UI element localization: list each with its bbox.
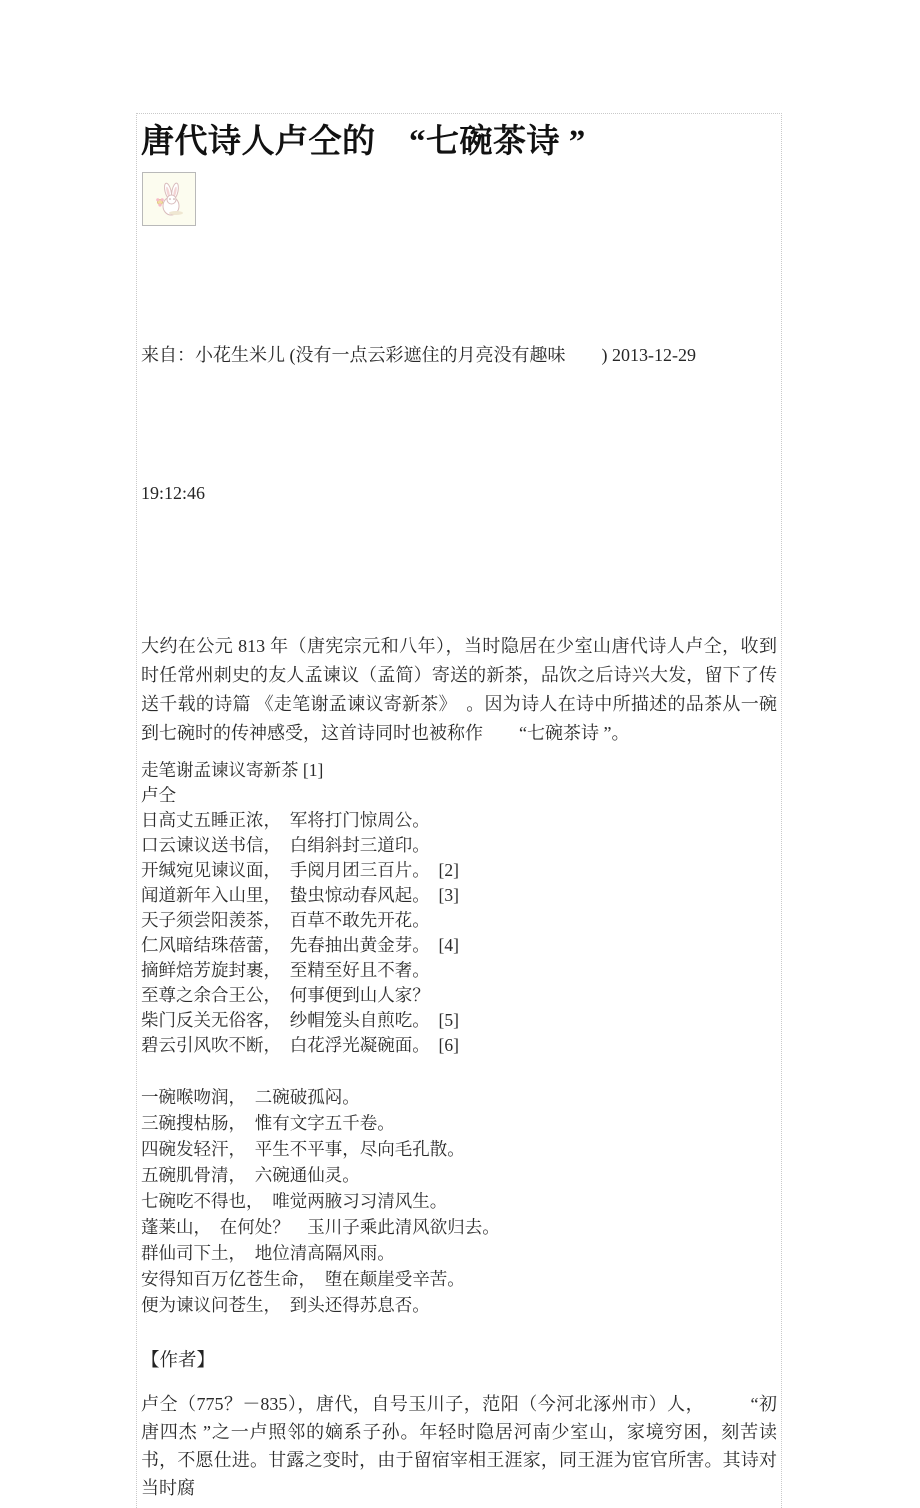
poem-line: 便为谏议问苍生， 到头还得苏息否。 bbox=[141, 1295, 430, 1315]
thumbnail-image bbox=[142, 172, 196, 226]
poem-line: 柴门反关无俗客， 纱帽笼头自煎吃。 [5] bbox=[141, 1010, 459, 1030]
poem-line: 天子须尝阳羡茶， 百草不敢先开花。 bbox=[141, 910, 430, 930]
poem-line: 蓬莱山， 在何处？ 玉川子乘此清风欲归去。 bbox=[141, 1217, 500, 1237]
poem-line: 开缄宛见谏议面， 手阅月团三百片。 [2] bbox=[141, 860, 459, 880]
poem-title: 走笔谢孟谏议寄新茶 [1] bbox=[141, 760, 324, 780]
poem-line: 安得知百万亿苍生命， 堕在颠崖受辛苦。 bbox=[141, 1269, 465, 1289]
page-title: 唐代诗人卢仝的 “七碗茶诗 ” bbox=[141, 124, 586, 160]
poem-line: 口云谏议送书信， 白绢斜封三道印。 bbox=[141, 835, 430, 855]
poem-line: 五碗肌骨清， 六碗通仙灵。 bbox=[141, 1165, 360, 1185]
poem-line: 碧云引风吹不断， 白花浮光凝碗面。 [6] bbox=[141, 1035, 459, 1055]
author-section-heading: 【作者】 bbox=[141, 1351, 216, 1371]
poem-line: 闻道新年入山里， 蛰虫惊动春风起。 [3] bbox=[141, 885, 459, 905]
poem-line: 三碗搜枯肠， 惟有文字五千卷。 bbox=[141, 1113, 395, 1133]
intro-paragraph: 大约在公元 813 年（唐宪宗元和八年），当时隐居在少室山唐代诗人卢仝，收到时任常州刺史的友人孟谏议（孟简）寄送的新茶，品饮之后诗兴大发，留下了传送千载的诗篇 《走笔谢孟谏议寄新茶》 。因为诗人在诗中所描述的品茶从一碗到七碗时的传神感受，这首诗同时也被称作 “七碗茶诗 ”。 bbox=[141, 636, 777, 743]
rabbit-icon bbox=[151, 177, 187, 222]
poem-author: 卢仝 bbox=[141, 785, 176, 805]
poem-main bbox=[141, 758, 777, 1058]
author-bio-paragraph: 卢仝（775？－835），唐代，自号玉川子，范阳（今河北涿州市）人， “初唐四杰 ”之一卢照邻的嫡系子孙。年轻时隐居河南少室山，家境穷困，刻苦读书，不愿仕进。甘露之变时，由于留宿宰相王涯家，同王涯为宦官所害。其诗对当时腐 bbox=[141, 1394, 777, 1498]
post-source-line: 来自：小花生米儿 (没有一点云彩遮住的月亮没有趣味 ) 2013-12-29 bbox=[141, 345, 696, 365]
poem-line: 一碗喉吻润， 二碗破孤闷。 bbox=[141, 1087, 360, 1107]
poem-line: 至尊之余合王公， 何事便到山人家？ bbox=[141, 985, 430, 1005]
poem-line: 日高丈五睡正浓， 军将打门惊周公。 bbox=[141, 810, 430, 830]
poem-line: 仁风暗结珠蓓蕾， 先春抽出黄金芽。 [4] bbox=[141, 935, 459, 955]
document-page bbox=[136, 113, 782, 1508]
poem-line: 摘鲜焙芳旋封裹， 至精至好且不奢。 bbox=[141, 960, 430, 980]
poem-line: 七碗吃不得也， 唯觉两腋习习清风生。 bbox=[141, 1191, 448, 1211]
post-time: 19:12:46 bbox=[141, 483, 206, 503]
poem-line: 群仙司下土， 地位清高隔风雨。 bbox=[141, 1243, 395, 1263]
post-meta bbox=[141, 240, 777, 608]
poem-line: 四碗发轻汗， 平生不平事，尽向毛孔散。 bbox=[141, 1139, 465, 1159]
poem-seven-bowls bbox=[141, 1084, 777, 1318]
